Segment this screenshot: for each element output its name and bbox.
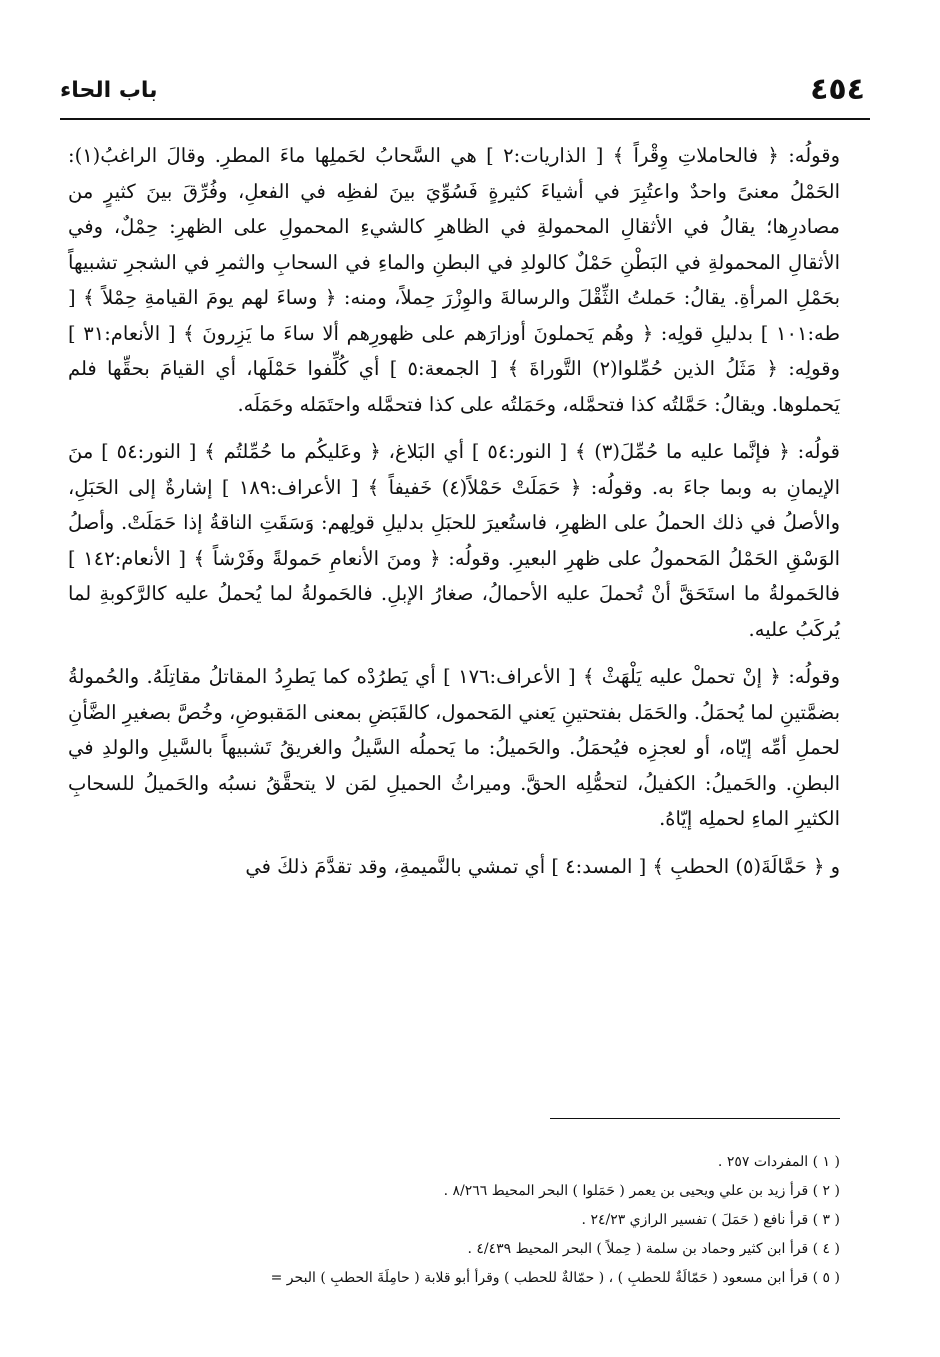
footnotes — [80, 1148, 840, 1293]
footnote-2: ( ٢ ) قرأ زيد بن علي ويحيى بن يعمر ( حَمَلوا ) البحر المحيط ٨/٢٦٦ . — [443, 1183, 840, 1199]
footnote-1: ( ١ ) المفردات ٢٥٧ . — [717, 1154, 840, 1170]
footnote-3: ( ٣ ) قرأ نافع ( حَمَلَ ) تفسير الرازي ٢٤/٢٣ . — [581, 1212, 840, 1228]
paragraph-4: و ﴿ حَمَّالَةَ(٥) الحطبِ ﴾ [ المسد:٤ ] أي تمشي بالنَّميمةِ، وقد تقدَّمَ ذلكَ في — [245, 854, 840, 878]
footnote-divider — [550, 1118, 840, 1119]
header-divider — [60, 118, 870, 120]
page-number: ٤٥٤ — [810, 72, 865, 107]
paragraph-1: وقولُه: ﴿ فالحاملاتِ وِقْراً ﴾ [ الذاريات:٢ ] هي السَّحابُ لحَملِها ماءَ المطرِ. وقالَ الراغبُ(١): الحَمْلُ معنىً واحدٌ واعتُبِرَ في أشياءَ كثيرةٍ فَسُوِّيَ بينَ لفظِه في الفعلِ، وفُرِّقَ بينَ كثيرٍ من مصادرِها؛ يقالُ في الأثقالِ المحمولةِ في الظاهرِ كالشيءِ المحمولِ على الظهرِ: حِمْلٌ، وفي الأثقالِ المحمولةِ في البَطْنِ حَمْلٌ كالولدِ في البطنِ والماءِ في السحابِ والثمرِ في الشجرِ تشبيهاً بحَمْلِ المرأةِ. يقالُ: حَملتُ الثِّقْلَ والرسالةَ والوِزْرَ حِملاً، ومنه: ﴿ وساءَ لهم يومَ القيامةِ حِمْلاً ﴾ [ طه:١٠١ ] بدليلِ قولِه: ﴿ وهُم يَحملونَ أوزارَهم على ظهورِهم ألا ساءَ ما يَزِرونَ ﴾ [ الأنعام:٣١ ] وقولِه: ﴿ مَثَلُ الذين حُمِّلوا(٢) التَّوراةَ ﴾ [ الجمعة:٥ ] أي كُلِّفوا حَمْلَها، أي القيامَ بحقِّها فلم يَحملوها. ويقالُ: حَمَّلتُه كذا فتحمَّله، وحَمَلتُه على كذا فتحمَّله واحتَمَله وحَمَلَه. — [68, 144, 840, 416]
paragraph-2: قولُه: ﴿ فإنَّما عليه ما حُمِّلَ(٣) ﴾ [ النور:٥٤ ] أي البَلاغ، ﴿ وعَليكُم ما حُمِّلتُم ﴾ [ النور:٥٤ ] منَ الإيمانِ به وبما جاءَ به. وقولُه: ﴿ حَمَلَتْ حَمْلاً(٤) خَفيفاً ﴾ [ الأعراف:١٨٩ ] إشارةٌ إلى الحَبَلِ، والأصلُ في ذلك الحملُ على الظهرِ، فاستُعيرَ للحبَلِ بدليلِ قولِهم: وَسَقَتِ الناقةُ إذا حَمَلَتْ. وأصلُ الوَسْقِ الحَمْلُ المَحمولُ على ظهرِ البعيرِ. وقولُه: ﴿ ومنَ الأنعامِ حَمولةً وفَرْشاً ﴾ [ الأنعام:١٤٢ ] فالحَمولةُ ما استَحَقَّ أنْ تُحملَ عليه الأحمالُ، صغارُ الإبلِ. فالحَمولةُ لما يُحملُ عليه كالرَّكوبةِ لما يُركَبُ عليه. — [68, 440, 840, 641]
footnote-5: ( ٥ ) قرأ ابن مسعود ( حَمّالَةٌ للحطبِ ) ، ( حمّالةٌ للحطب ) وقرأ أبو قلابة ( حامِلَةَ الحطبِ ) البحر = — [270, 1270, 840, 1286]
section-title: باب الحاء — [60, 78, 158, 103]
paragraph-3: وقولُه: ﴿ إنْ تحملْ عليه يَلْهَثْ ﴾ [ الأعراف:١٧٦ ] أي يَطرُدْه كما يَطرِدُ المقاتلُ مقاتِلَهُ. والحُمولةُ بضمَّتينِ لما يُحمَلُ. والحَمَل بفتحتينِ يَعني المَحمول، كالقَبَضِ بمعنى المَقبوضِ، وخُصَّ بصغيرِ الضَّأنِ لحملِ أمِّه إيّاه، أو لعجزِه فيُحمَلُ. والحَميلُ: ما يَحملُه السَّيلُ والغريقُ تَشبيهاً بالسَّيلِ والولدِ في البطنِ. والحَميلُ: الكفيلُ، لتحمُّلِه الحقَّ. وميراثُ الحميلِ لمَن لا يتحقَّقُ نسبُه والحَميلُ للسحابِ الكثيرِ الماءِ لحملِه إيّاهُ. — [68, 665, 840, 830]
page-header — [60, 72, 865, 112]
main-text — [68, 138, 840, 884]
footnote-4: ( ٤ ) قرأ ابن كثير وحماد بن سلمة ( حِملاً ) البحر المحيط ٤/٤٣٩ . — [467, 1241, 840, 1257]
